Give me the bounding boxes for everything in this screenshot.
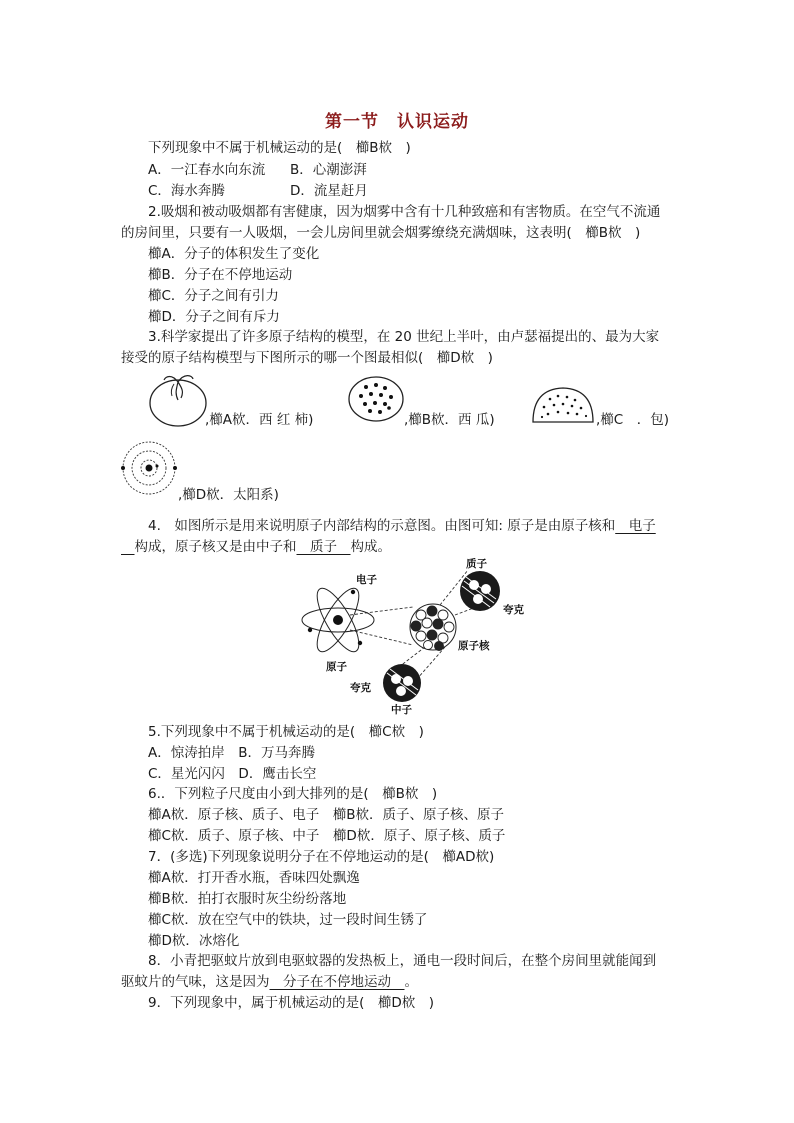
- label-quark-top: 夸克: [503, 604, 524, 616]
- q8-line1: 8．小青把驱蚊片放到电驱蚊器的发热板上，通电一段时间后，在整个房间里就能闻到: [148, 953, 657, 969]
- label-neutron: 中子: [391, 704, 412, 716]
- q5-stem: 5.下列现象中不属于机械运动的是( 櫛C栨 ): [148, 724, 424, 740]
- q1-option-c: C．海水奔腾: [148, 183, 225, 199]
- label-quark-bottom: 夸克: [350, 682, 371, 694]
- q4-answer-electron-cont: [121, 539, 135, 555]
- label-proton: 质子: [466, 558, 487, 570]
- q7-stem: 7．(多选)下列现象说明分子在不停地运动的是( 櫛AD栨): [148, 849, 495, 865]
- q7-option-c: 櫛C栨．放在空气中的铁块，过一段时间生锈了: [148, 912, 428, 928]
- solar-system-model-image: [118, 440, 180, 496]
- q8-answer: 分子在不停地运动: [269, 974, 405, 990]
- q6-stem: 6.．下列粒子尺度由小到大排列的是( 櫛B栨 ): [148, 786, 438, 802]
- q5-options-cd: C．星光闪闪 D．鹰击长空: [148, 766, 317, 782]
- q6-options-row2: 櫛C栨．质子、原子核、中子 櫛D栨．原子、原子核、质子: [148, 828, 506, 844]
- q8-line2: [121, 974, 418, 990]
- q1-option-a: A．一江春水向东流: [148, 162, 266, 178]
- q5-options-ab: A．惊涛拍岸 B．万马奔腾: [148, 745, 315, 761]
- q3-caption-a: ,櫛A栨．西 红 柿): [205, 412, 314, 428]
- q8-line2-end: 。: [404, 974, 418, 990]
- q2-stem-line1: 2.吸烟和被动吸烟都有害健康，因为烟雾中含有十几种致癌和有害物质。在空气不流通: [148, 204, 661, 220]
- q7-option-a: 櫛A栨．打开香水瓶，香味四处飘逸: [148, 870, 360, 886]
- page-title: 第一节 认识运动: [325, 112, 469, 132]
- q3-caption-b: ,櫛B栨．西 瓜): [404, 412, 495, 428]
- q3-caption-c: ,櫛C ．包): [596, 412, 669, 428]
- q8-line2-text: 驱蚊片的气味，这是因为: [121, 974, 270, 990]
- bun-model-image: [530, 385, 596, 425]
- q3-stem-line2: 接受的原子结构模型与下图所示的哪一个图最相似( 櫛D栨 ): [121, 350, 493, 366]
- label-nucleus: 原子核: [458, 640, 490, 652]
- q4-answer-proton: 质子: [296, 539, 351, 555]
- q1-stem: 下列现象中不属于机械运动的是( 櫛B栨 ): [148, 140, 411, 156]
- q2-option-d: 櫛D．分子之间有斥力: [148, 309, 280, 325]
- q2-option-b: 櫛B．分子在不停地运动: [148, 267, 293, 283]
- q1-option-d: D．流星赶月: [290, 183, 368, 199]
- q6-options-row1: 櫛A栨．原子核、质子、电子 櫛B栨．质子、原子核、原子: [148, 807, 504, 823]
- q1-option-b: B．心潮澎湃: [290, 162, 367, 178]
- q2-option-c: 櫛C．分子之间有引力: [148, 288, 279, 304]
- q4-line2-end: 构成。: [350, 539, 391, 555]
- q7-option-b: 櫛B栨．拍打衣服时灰尘纷纷落地: [148, 891, 347, 907]
- q4-line2: [121, 539, 391, 555]
- q4-answer-electron: 电子: [615, 518, 656, 534]
- watermelon-model-image: [348, 375, 404, 423]
- label-electron: 电子: [356, 574, 377, 586]
- q3-stem-line1: 3.科学家提出了许多原子结构的模型，在 20 世纪上半叶，由卢瑟福提出的、最为大家: [148, 329, 660, 345]
- q7-option-d: 櫛D栨．冰熔化: [148, 933, 240, 949]
- q4-line1: [148, 518, 656, 534]
- atom-structure-diagram: [290, 555, 540, 725]
- q3-caption-d: ,櫛D栨．太阳系): [178, 487, 279, 503]
- q9-stem: 9．下列现象中，属于机械运动的是( 櫛D栨 ): [148, 995, 435, 1011]
- label-atom: 原子: [326, 661, 347, 673]
- q4-line2-text: 构成，原子核又是由中子和: [134, 539, 297, 555]
- q2-option-a: 櫛A．分子的体积发生了变化: [148, 246, 320, 262]
- q2-stem-line2: 的房间里，只要有一人吸烟，一会儿房间里就会烟雾缭绕充满烟味，这表明( 櫛B栨 ): [121, 225, 641, 241]
- q4-line1-text: 4. 如图所示是用来说明原子内部结构的示意图。由图可知: 原子是由原子核和: [148, 518, 616, 534]
- tomato-model-image: [148, 370, 208, 428]
